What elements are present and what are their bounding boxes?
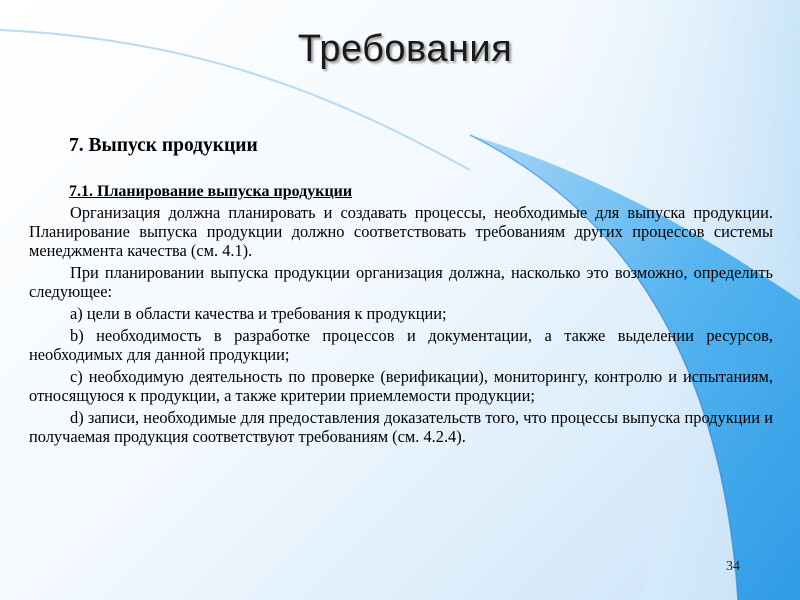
list-item-b: b) необходимость в разработке процессов и документации, а также выделении ресурсов, необходимых для данной продукции; <box>29 326 773 364</box>
page-number: 34 <box>726 559 740 574</box>
list-item-a: a) цели в области качества и требования к продукции; <box>70 304 447 323</box>
section-heading: 7. Выпуск продукции <box>69 135 258 156</box>
paragraph-planning: При планировании выпуска продукции организация должна, насколько это возможно, определить следующее: <box>29 263 773 301</box>
subsection-heading: 7.1. Планирование выпуска продукции <box>69 183 353 200</box>
paragraph-intro: Организация должна планировать и создавать процессы, необходимые для выпуска продукции. Планирование выпуска продукции должно соответствовать требованиям других процессов системы менеджмента качества (см. 4.1). <box>29 203 773 260</box>
slide-content <box>29 135 773 449</box>
list-item-c: c) необходимую деятельность по проверке (верификации), мониторингу, контролю и испытаниям, относящуюся к продукции, а также критерии приемлемости продукции; <box>29 367 773 405</box>
slide-title: Требования <box>297 28 513 70</box>
list-item-d: d) записи, необходимые для предоставления доказательств того, что процессы выпуска продукции и получаемая продукция соответствуют требованиям (см. 4.2.4). <box>29 408 773 446</box>
